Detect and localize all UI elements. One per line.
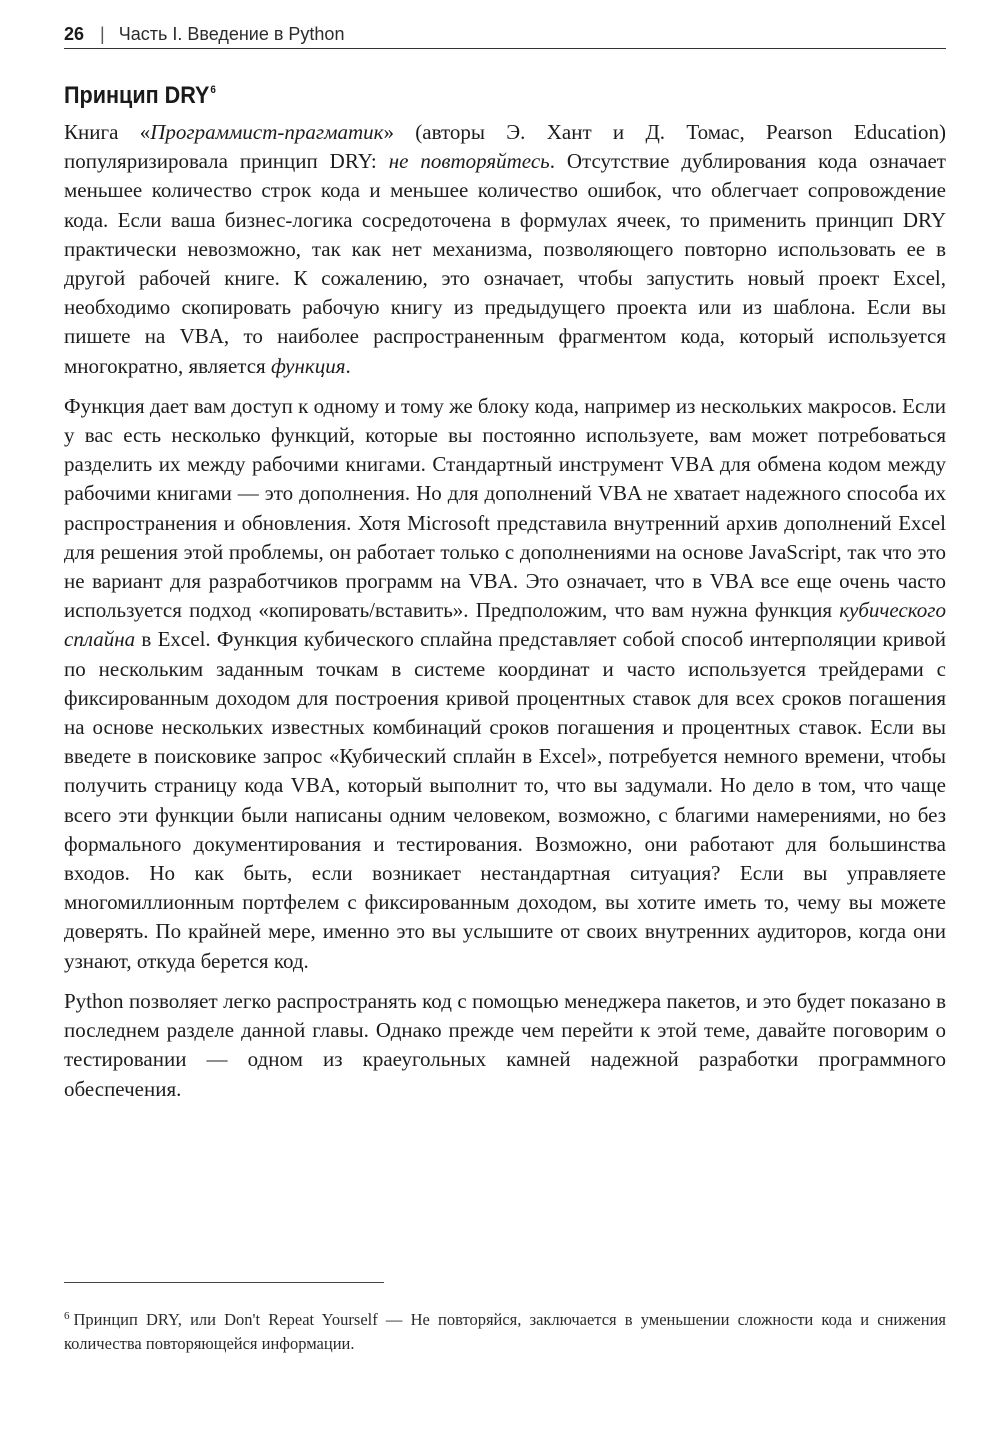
section-heading [64,74,216,112]
text-run: Python позволяет легко распространять код с помощью менеджера пакетов, и это будет показано в последнем разделе данной главы. Однако прежде чем перейти к этой теме, давайте поговорим о тестировании — одном из краеугольных камней надежной разработки программного обеспечения. [64,988,946,1101]
body-text [64,118,946,1115]
footnote-text: Принцип DRY, или Don't Repeat Yourself — Не повторяйся, заключается в уменьшении сложности кода и снижения количества повторяющейся информации. [64,1310,946,1353]
footnote [64,1304,946,1356]
text-run: в Excel. Функция кубического сплайна представляет собой способ интерполяции кривой по нескольким заданным точкам в системе координат и часто используется трейдерами с фиксированным доходом для построения кривой процентных ставок для всех сроков погашения на основе нескольких известных комбинаций сроков погашения и процентных ставок. Если вы введете в поисковике запрос «Кубический сплайн в Excel», потребуется немного времени, чтобы получить страницу кода VBA, который выполнит то, что вы задумали. Но дело в том, что чаще всего эти функции были написаны одним человеком, возможно, с благими намерениями, но без формального документирования и тестирования. Возможно, они работают для большинства входов. Но как быть, если возникает нестандартная ситуация? Если вы управляете многомиллионным портфелем с фиксированным доходом, вы хотите иметь то, чему вы можете доверять. По крайней мере, именно это вы услышите от своих внутренних аудиторов, когда они узнают, откуда берется код. [64,627,946,973]
book-title-emphasis: Программист-прагматик [150,120,384,144]
cubic-spline-emphasis: кубического сплайна [64,598,946,652]
section-heading-text: Принцип DRY [64,82,210,109]
footnote-number: 6 [64,1310,70,1322]
text-run: . [345,353,351,378]
header-rule [64,48,946,49]
running-header [64,22,946,46]
text-run: Функция дает вам доступ к одному и тому же блоку кода, например из нескольких макросов. Если у вас есть несколько функций, которые вы постоянно используете, вам может потребоваться разделить их между рабочими книгами. Стандартный инструмент VBA для обмена кодом между рабочими книгами — это дополнения. Но для дополнений VBA не хватает надежного способа их распространения и обновления. Хотя Microsoft представила внутренний архив дополнений Excel для решения этой проблемы, он работает только с дополнениями на основе JavaScript, так что это не вариант для разработчиков программ на VBA. Это означает, что в VBA все еще очень часто используется подход «копировать/вставить». Предположим, что вам нужна функция [64,393,946,623]
paragraph-functions [64,392,946,976]
page-number: 26 [64,24,85,44]
function-emphasis: функция [270,353,346,378]
paragraph-python-packages [64,987,946,1104]
text-run: » (авторы Э. Хант и Д. Томас, Pearson Education) популяризировала принцип DRY: [64,120,946,174]
footnote-rule [64,1282,384,1283]
header-separator: | [100,24,105,44]
chapter-title: Часть I. Введение в Python [118,24,345,44]
footnote-reference: 6 [210,84,216,96]
paragraph-dry-principle [64,118,946,381]
text-run: Книга « [64,120,151,144]
dont-repeat-emphasis: не повторяйтесь [388,149,550,174]
text-run: . Отсутствие дублирования кода означает меньшее количество строк кода и меньшее количество ошибок, что облегчает сопровождение кода. Если ваша бизнес-логика сосредоточена в формулах ячеек, то применить принцип DRY практически невозможно, так как нет механизма, позволяющего повторно использовать ее в другой рабочей книге. К сожалению, это означает, чтобы запустить новый проект Excel, необходимо скопировать рабочую книгу из предыдущего проекта или из шаблона. Если вы пишете на VBA, то наиболее распространенным фрагментом кода, который используется многократно, является [64,149,946,378]
